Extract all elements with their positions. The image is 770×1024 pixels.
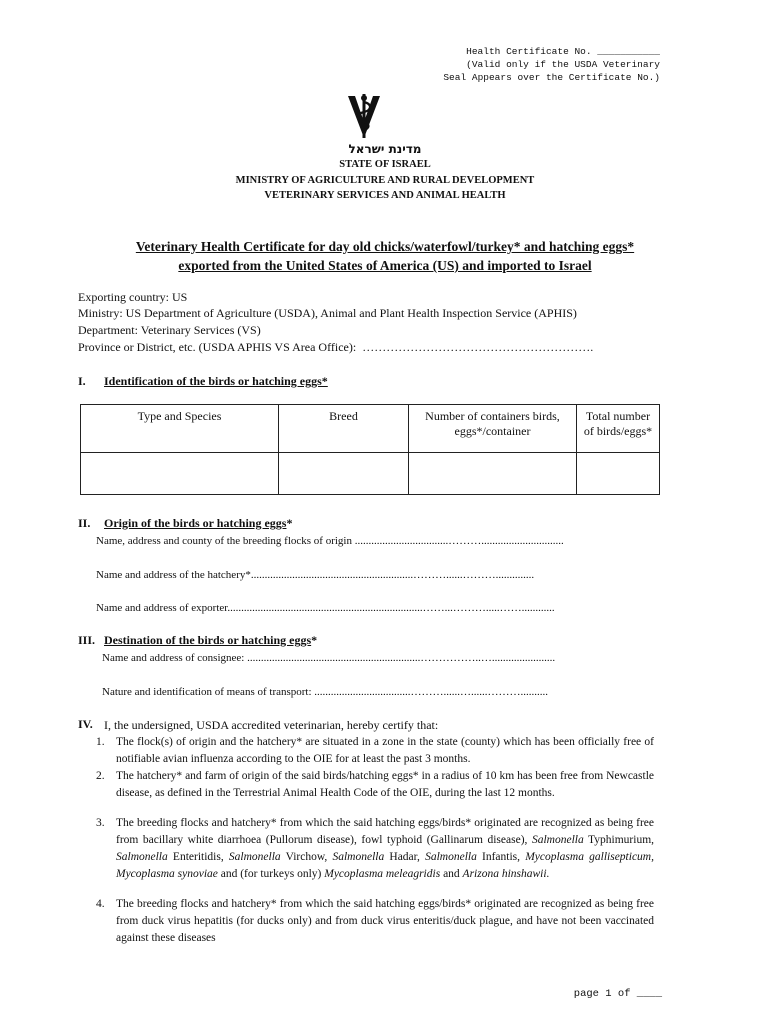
- department: Department: Veterinary Services (VS): [78, 323, 261, 337]
- col-total: Total number of birds/eggs*: [577, 405, 660, 453]
- col-containers: Number of containers birds, eggs*/container: [409, 405, 577, 453]
- exporter-field[interactable]: Name and address of exporter.......................................................................……...……….....……............: [96, 602, 555, 614]
- cell-type-species[interactable]: [81, 453, 279, 495]
- item-3-number: 3.: [96, 817, 105, 829]
- item-3-text: The breeding flocks and hatchery* from which the said hatching eggs/birds* originated are recognized as being free from bacillary white diarrhoea (Pullorum disease), fowl typhoid (Gallinarum disease), Salmonella Typhimurium, Salmonella Enteritidis, Salmonella Virchow, Salmonella Hadar, Salmonella Infantis, Mycoplasma gallisepticum, Mycoplasma synoviae and (for turkeys only) Mycoplasma meleagridis and Arizona hinshawii.: [116, 817, 655, 880]
- breeding-flocks-field[interactable]: Name, address and county of the breeding flocks of origin ..................................………..............................: [96, 535, 564, 547]
- exporting-country: Exporting country: US: [78, 290, 188, 304]
- certification-item-2: [96, 768, 654, 802]
- certificate-number-block: [443, 45, 660, 84]
- section-3-number: III.: [78, 633, 96, 647]
- item-4-text: The breeding flocks and hatchery* from which the said hatching eggs/birds* originated are recognized as being free from duck virus hepatitis (for ducks only) and from duck virus enteritis/duck plague, and have not been vaccinated against these diseases: [116, 898, 654, 944]
- section-2-title: Origin of the birds or hatching eggs: [104, 516, 287, 530]
- section-1-title: Identification of the birds or hatching eggs*: [104, 374, 328, 388]
- col-type-species: Type and Species: [81, 405, 279, 453]
- item-4-number: 4.: [96, 898, 105, 910]
- cell-breed[interactable]: [279, 453, 409, 495]
- section-3-title: Destination of the birds or hatching eggs: [104, 633, 312, 647]
- cell-containers[interactable]: [409, 453, 577, 495]
- item-2-text: The hatchery* and farm of origin of the said birds/hatching eggs* in a radius of 10 km has been free from Newcastle disease, as defined in the Terrestrial Animal Health Code of the OIE, during the last 12 months.: [116, 770, 654, 799]
- org-vet-services: VETERINARY SERVICES AND ANIMAL HEALTH: [264, 190, 506, 201]
- consignee-field[interactable]: Name and address of consignee: ...............................................................……………..….......................: [102, 652, 556, 664]
- item-2-number: 2.: [96, 770, 105, 782]
- certificate-title-line-2: exported from the United States of America (US) and imported to Israel: [178, 258, 592, 273]
- cell-total[interactable]: [577, 453, 660, 495]
- certification-item-4: [96, 896, 654, 947]
- veterinary-emblem-icon: [342, 92, 386, 142]
- section-4-number: IV.: [78, 717, 93, 731]
- section-2-heading: [104, 516, 292, 531]
- page-number: page 1 of ____: [573, 988, 662, 1000]
- validity-note-2: Seal Appears over the Certificate No.): [443, 72, 660, 83]
- ministry: Ministry: US Department of Agriculture (USDA), Animal and Plant Health Inspection Service (APHIS): [78, 306, 577, 320]
- transport-field[interactable]: Nature and identification of means of transport: ...................................………......…......………..........: [102, 686, 549, 698]
- org-state: STATE OF ISRAEL: [339, 159, 431, 170]
- section-3-heading: [104, 633, 317, 648]
- certification-item-3: [96, 815, 654, 883]
- province-district: [78, 339, 593, 356]
- identification-table: [80, 404, 660, 495]
- certification-intro: I, the undersigned, USDA accredited veterinarian, hereby certify that:: [104, 718, 439, 732]
- section-2-number: II.: [78, 516, 91, 530]
- hatchery-field[interactable]: Name and address of the hatchery*...........................................................………......………..............: [96, 569, 535, 581]
- col-breed: Breed: [279, 405, 409, 453]
- item-1-text: The flock(s) of origin and the hatchery* are situated in a zone in the state (county) which has been officially free of notifiable avian influenza according to the OIE for at least the past 3 months.: [116, 736, 654, 765]
- section-1-number: I.: [78, 374, 86, 388]
- province-field[interactable]: ………………………………………………….: [362, 340, 594, 354]
- certification-item-1: [96, 734, 654, 768]
- section-3-star: *: [311, 633, 318, 647]
- org-ministry: MINISTRY OF AGRICULTURE AND RURAL DEVELOPMENT: [235, 175, 535, 186]
- province-label: Province or District, etc. (USDA APHIS VS Area Office):: [78, 340, 357, 354]
- item-1-number: 1.: [96, 736, 105, 748]
- section-2-star: *: [286, 516, 293, 530]
- hebrew-state-name: מדינת ישראל: [348, 142, 422, 156]
- certificate-number: Health Certificate No. ___________: [466, 46, 660, 57]
- certificate-title-line-1: Veterinary Health Certificate for day old chicks/waterfowl/turkey* and hatching eggs*: [135, 239, 635, 254]
- validity-note-1: (Valid only if the USDA Veterinary: [466, 59, 660, 70]
